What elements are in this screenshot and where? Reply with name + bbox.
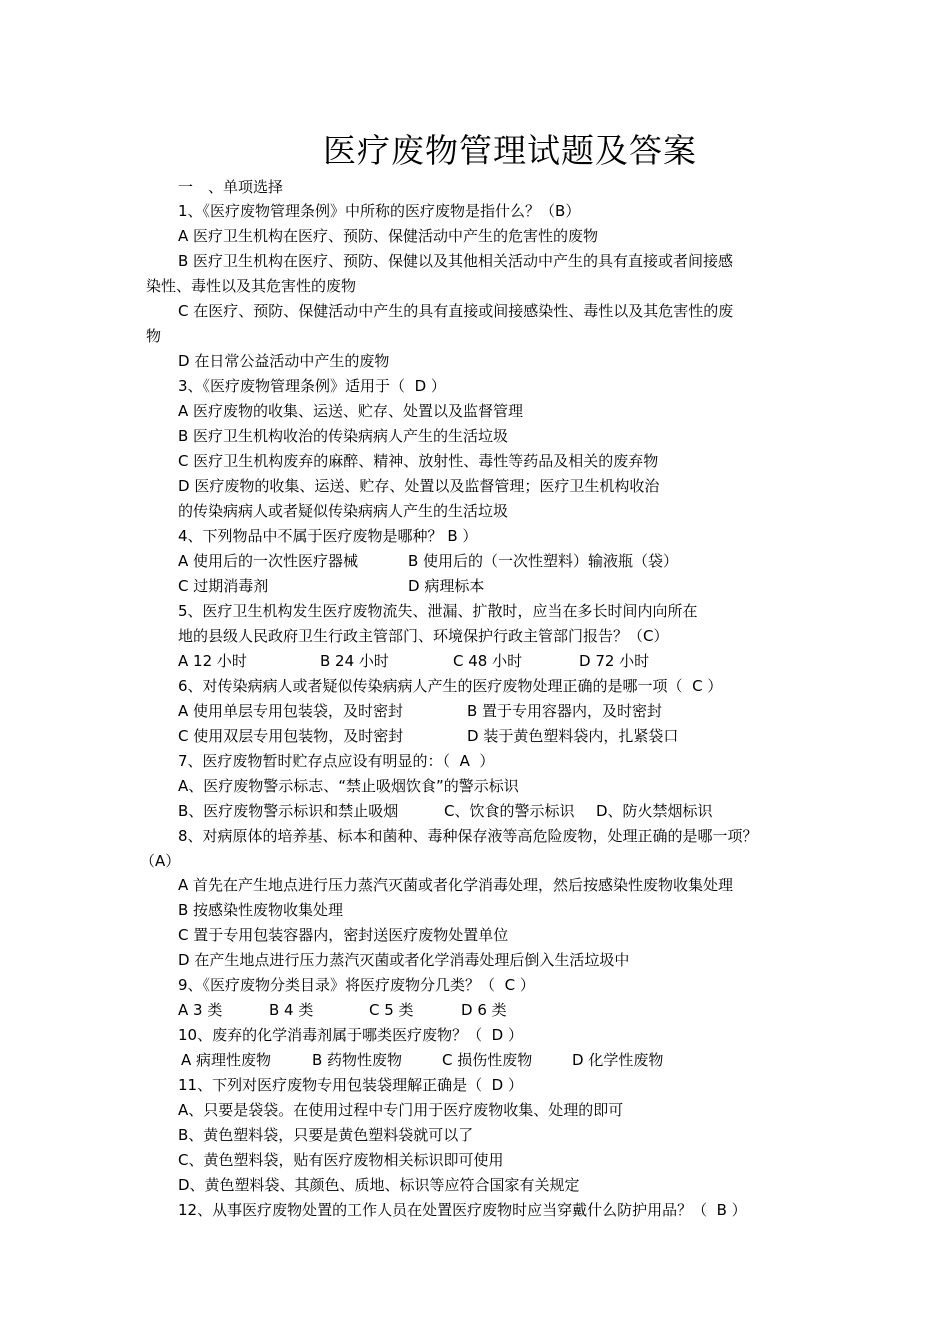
question-8-option-b: B 按感染性废物收集处理 [178, 901, 344, 919]
question-5-stem-continued: 地的县级人民政府卫生行政主管部门、环境保护行政主管部门报告？（C） [178, 627, 669, 645]
question-9-option-d: D 6 类 [461, 1001, 507, 1019]
question-10-stem: 10、废弃的化学消毒剂属于哪类医疗废物？（ D ） [178, 1026, 523, 1044]
question-1-option-c: C 在医疗、预防、保健活动中产生的具有直接或间接感染性、毒性以及其危害性的废 [178, 302, 734, 320]
section-heading: 一 、单项选择 [178, 178, 284, 196]
question-7-stem: 7、医疗废物暂时贮存点应设有明显的：（ A ） [178, 752, 495, 770]
question-4-option-c: C 过期消毒剂 [178, 577, 269, 595]
question-7-option-b: B、医疗废物警示标识和禁止吸烟 [178, 802, 399, 820]
question-8-stem-continued: （A） [140, 852, 181, 870]
question-9-option-c: C 5 类 [369, 1001, 414, 1019]
document-title: 医疗废物管理试题及答案 [323, 131, 697, 170]
question-9-option-b: B 4 类 [269, 1001, 314, 1019]
question-10-option-b: B 药物性废物 [312, 1051, 403, 1069]
question-11-stem: 11、下列对医疗废物专用包装袋理解正确是（ D ） [178, 1076, 523, 1094]
question-3-option-c: C 医疗卫生机构废弃的麻醉、精神、放射性、毒性等药品及相关的废弃物 [178, 452, 659, 470]
question-3-option-d-continued: 的传染病病人或者疑似传染病病人产生的生活垃圾 [178, 502, 509, 520]
question-11-option-a: A、只要是袋袋。在使用过程中专门用于医疗废物收集、处理的即可 [178, 1101, 624, 1119]
question-1-stem: 1、《医疗废物管理条例》中所称的医疗废物是指什么？（B） [178, 202, 581, 220]
question-4-stem: 4、下列物品中不属于医疗废物是哪种？ B ） [178, 527, 478, 545]
question-1-option-a: A 医疗卫生机构在医疗、预防、保健活动中产生的危害性的废物 [178, 227, 599, 245]
question-11-option-c: C、黄色塑料袋，贴有医疗废物相关标识即可使用 [178, 1151, 504, 1169]
question-5-option-b: B 24 小时 [320, 652, 389, 670]
question-7-option-c: C、饮食的警示标识 [444, 802, 575, 820]
question-1-option-c-continued: 物 [146, 327, 162, 345]
question-6-option-b: B 置于专用容器内，及时密封 [467, 702, 663, 720]
question-1-option-b-continued: 染性、毒性以及其危害性的废物 [146, 277, 357, 295]
question-11-option-d: D、黄色塑料袋、其颜色、质地、标识等应符合国家有关规定 [178, 1176, 580, 1194]
question-5-stem: 5、医疗卫生机构发生医疗废物流失、泄漏、扩散时，应当在多长时间内向所在 [178, 602, 698, 620]
question-6-stem: 6、对传染病病人或者疑似传染病病人产生的医疗废物处理正确的是哪一项（ C ） [178, 677, 723, 695]
question-3-option-d: D 医疗废物的收集、运送、贮存、处置以及监督管理；医疗卫生机构收治 [178, 477, 660, 495]
question-9-option-a: A 3 类 [178, 1001, 223, 1019]
question-6-option-a: A 使用单层专用包装袋，及时密封 [178, 702, 404, 720]
question-8-option-a: A 首先在产生地点进行压力蒸汽灭菌或者化学消毒处理，然后按感染性废物收集处理 [178, 876, 734, 894]
question-11-option-b: B、黄色塑料袋，只要是黄色塑料袋就可以了 [178, 1126, 474, 1144]
question-8-option-c: C 置于专用包装容器内，密封送医疗废物处置单位 [178, 926, 509, 944]
question-4-option-b: B 使用后的（一次性塑料）输液瓶（袋） [408, 552, 679, 570]
question-1-option-d: D 在日常公益活动中产生的废物 [178, 352, 390, 370]
question-5-option-d: D 72 小时 [579, 652, 650, 670]
question-4-option-d: D 病理标本 [408, 577, 485, 595]
question-5-option-c: C 48 小时 [453, 652, 523, 670]
question-3-option-b: B 医疗卫生机构收治的传染病病人产生的生活垃圾 [178, 427, 509, 445]
question-4-option-a: A 使用后的一次性医疗器械 [178, 552, 359, 570]
question-10-option-c: C 损伤性废物 [442, 1051, 533, 1069]
question-7-option-a: A、医疗废物警示标志、“禁止吸烟饮食”的警示标识 [178, 777, 519, 795]
question-6-option-d: D 装于黄色塑料袋内，扎紧袋口 [467, 727, 679, 745]
question-12-stem: 12、从事医疗废物处置的工作人员在处置医疗废物时应当穿戴什么防护用品？（ B ） [178, 1201, 747, 1219]
question-3-option-a: A 医疗废物的收集、运送、贮存、处置以及监督管理 [178, 402, 524, 420]
question-7-option-d: D、防火禁烟标识 [596, 802, 713, 820]
question-10-option-d: D 化学性废物 [572, 1051, 664, 1069]
question-5-option-a: A 12 小时 [178, 652, 247, 670]
question-8-stem: 8、对病原体的培养基、标本和菌种、毒种保存液等高危险废物，处理正确的是哪一项？ [178, 827, 758, 845]
question-10-option-a: A 病理性废物 [181, 1051, 272, 1069]
question-1-option-b: B 医疗卫生机构在医疗、预防、保健以及其他相关活动中产生的具有直接或者间接感 [178, 252, 734, 270]
question-3-stem: 3、《医疗废物管理条例》适用于（ D ） [178, 377, 446, 395]
question-8-option-d: D 在产生地点进行压力蒸汽灭菌或者化学消毒处理后倒入生活垃圾中 [178, 951, 630, 969]
question-9-stem: 9、《医疗废物分类目录》将医疗废物分几类？（ C ） [178, 976, 535, 994]
question-6-option-c: C 使用双层专用包装物，及时密封 [178, 727, 404, 745]
